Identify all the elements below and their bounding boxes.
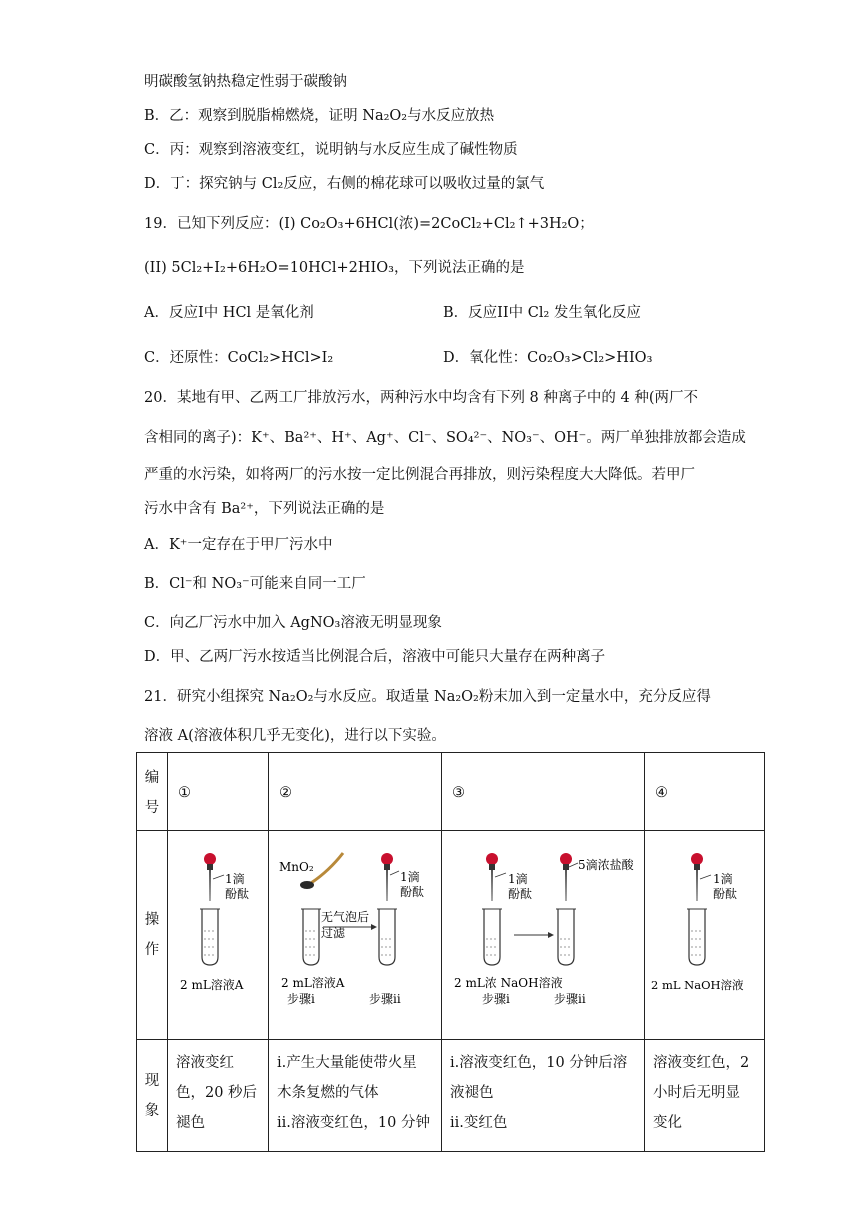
- indicator-label: 酚酞: [508, 887, 533, 901]
- q19-stem-2: (II) 5Cl₂+I₂+6H₂O=10HCl+2HIO₃，下列说法正确的是: [144, 260, 525, 276]
- operation-3: [442, 831, 645, 1040]
- table-row: [137, 831, 765, 1040]
- drop-label: 1滴: [713, 872, 733, 886]
- q20-option-b: B．Cl⁻和 NO₃⁻可能来自同一工厂: [144, 576, 366, 592]
- q21-stem-1: 21．研究小组探究 Na₂O₂与水反应。取适量 Na₂O₂粉末加入到一定量水中，充分反应得: [144, 689, 711, 705]
- table-row: [137, 1040, 765, 1152]
- header-char: 作: [144, 942, 160, 958]
- test-tube-figure-4: [645, 831, 754, 1035]
- operation-2: [269, 831, 442, 1040]
- header-char: 现: [144, 1072, 160, 1089]
- q20-option-d: D．甲、乙两厂污水按适当比例混合后，溶液中可能只大量存在两种离子: [144, 649, 606, 665]
- indicator-label: 酚酞: [713, 887, 738, 901]
- prev-option-d: D．丁：探究钠与 Cl₂反应，右侧的棉花球可以吸收过量的氯气: [144, 176, 545, 192]
- drop-label: 1滴: [508, 872, 528, 886]
- q19-option-b: B．反应II中 Cl₂ 发生氧化反应: [443, 305, 641, 321]
- indicator-label: 酚酞: [225, 887, 250, 901]
- exp-number-3: ③: [442, 753, 645, 831]
- drop-label: 1滴: [225, 872, 245, 886]
- solution-label: 2 mL NaOH溶液: [651, 978, 744, 992]
- acid-label: 5滴浓盐酸: [578, 858, 634, 872]
- operation-label: [137, 831, 168, 1040]
- observation-line: 色，20 秒后: [176, 1085, 258, 1101]
- header-char: 编: [144, 770, 160, 786]
- observation-line: 液褪色: [450, 1085, 494, 1101]
- observation-line: 木条复燃的气体: [277, 1085, 379, 1101]
- exp-number-4: ④: [645, 753, 765, 831]
- operation-4: [645, 831, 765, 1040]
- exp-number-1: ①: [168, 753, 269, 831]
- arrow-label-2: 过滤: [321, 926, 346, 940]
- arrow-label-1: 无气泡后: [321, 910, 370, 924]
- observation-line: 溶液变红色，2: [653, 1055, 750, 1071]
- q19-option-c: C．还原性：CoCl₂>HCl>I₂: [144, 350, 334, 366]
- observation-line: 溶液变红: [176, 1055, 234, 1071]
- step-label-1: 步骤i: [287, 992, 315, 1006]
- observation-line: ii.溶液变红色，10 分钟: [277, 1115, 430, 1131]
- observation-4: [645, 1040, 765, 1152]
- q19-stem-1: 19．已知下列反应：(I) Co₂O₃+6HCl(浓)=2CoCl₂+Cl₂↑+3H₂O；: [144, 216, 594, 232]
- solution-label: 2 mL溶液A: [180, 978, 244, 992]
- step-label-2: 步骤ii: [369, 992, 401, 1006]
- q20-option-a: A．K⁺一定存在于甲厂污水中: [144, 537, 333, 553]
- observation-line: 变化: [653, 1115, 682, 1131]
- observation-label: [137, 1040, 168, 1152]
- header-char: 号: [144, 800, 160, 816]
- experiment-table: [136, 752, 765, 1152]
- test-tube-figure-2: [269, 831, 431, 1035]
- drop-label: 1滴: [400, 870, 420, 884]
- test-tube-figure-1: [168, 831, 258, 1035]
- step-label-1: 步骤i: [482, 992, 510, 1006]
- mno2-label: MnO₂: [279, 860, 314, 874]
- observation-line: i.产生大量能使带火星: [277, 1055, 417, 1071]
- observation-1: [168, 1040, 269, 1152]
- header-char: 操: [144, 912, 160, 928]
- exp-number-2: ②: [269, 753, 442, 831]
- q19-option-d: D．氧化性：Co₂O₃>Cl₂>HIO₃: [443, 350, 653, 366]
- q20-stem-2: 含相同的离子)：K⁺、Ba²⁺、H⁺、Ag⁺、Cl⁻、SO₄²⁻、NO₃⁻、OH⁻。两厂单独排放都会造成: [144, 430, 746, 446]
- observation-3: [442, 1040, 645, 1152]
- q20-stem-3: 严重的水污染，如将两厂的污水按一定比例混合再排放，则污染程度大大降低。若甲厂: [144, 467, 695, 483]
- header-number-label: [137, 753, 168, 831]
- observation-line: i.溶液变红色，10 分钟后溶: [450, 1055, 628, 1071]
- indicator-label: 酚酞: [400, 885, 425, 899]
- observation-line: 小时后无明显: [653, 1085, 740, 1101]
- q20-stem-4: 污水中含有 Ba²⁺，下列说法正确的是: [144, 501, 385, 517]
- q19-option-a: A．反应I中 HCl 是氧化剂: [144, 305, 314, 321]
- observation-2: [269, 1040, 442, 1152]
- observation-line: ii.变红色: [450, 1115, 508, 1131]
- header-char: 象: [144, 1102, 160, 1119]
- prev-line: 明碳酸氢钠热稳定性弱于碳酸钠: [144, 74, 347, 90]
- test-tube-figure-3: [442, 831, 634, 1035]
- q21-stem-2: 溶液 A(溶液体积几乎无变化)，进行以下实验。: [144, 728, 446, 744]
- solution-label: 2 mL溶液A: [281, 976, 345, 990]
- q20-stem-1: 20．某地有甲、乙两工厂排放污水，两种污水中均含有下列 8 种离子中的 4 种(两厂不: [144, 390, 698, 406]
- solution-label: 2 mL浓 NaOH溶液: [454, 976, 563, 990]
- q20-option-c: C．向乙厂污水中加入 AgNO₃溶液无明显现象: [144, 615, 442, 631]
- operation-1: [168, 831, 269, 1040]
- prev-option-c: C．丙：观察到溶液变红，说明钠与水反应生成了碱性物质: [144, 142, 518, 158]
- prev-option-b: B．乙：观察到脱脂棉燃烧，证明 Na₂O₂与水反应放热: [144, 108, 495, 124]
- table-row: [137, 753, 765, 831]
- step-label-2: 步骤ii: [554, 992, 586, 1006]
- observation-line: 褪色: [176, 1115, 205, 1131]
